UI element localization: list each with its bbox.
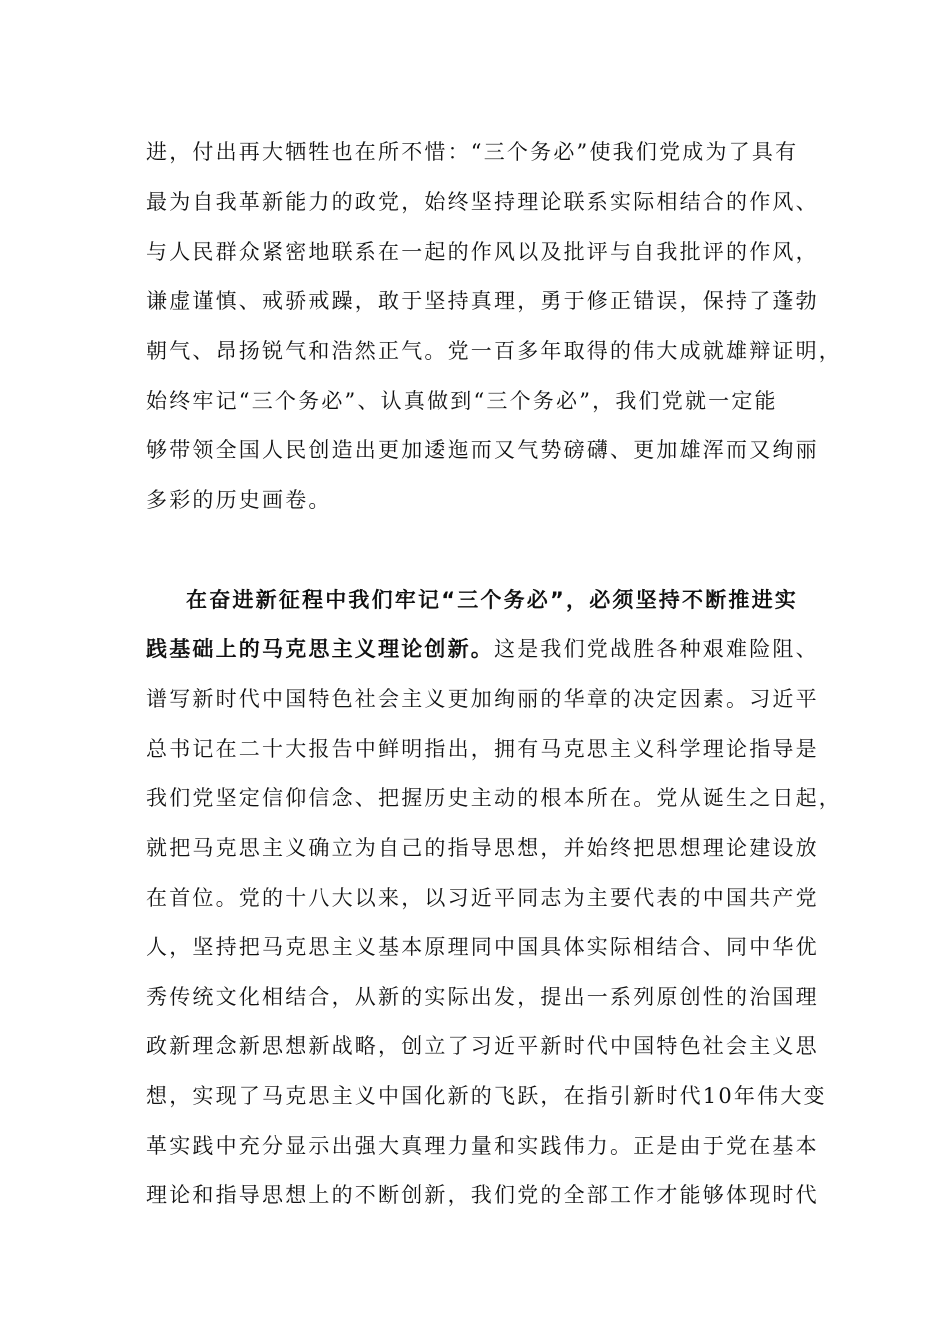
paragraph-line: 在首位。党的十八大以来，以习近平同志为主要代表的中国共产党 [146,886,819,910]
paragraph-text: 这是我们党战胜各种艰难险阻、 [494,637,819,661]
paragraph-line: 我们党坚定信仰信念、把握历史主动的根本所在。党从诞生之日起， [146,786,842,810]
paragraph-line: 谦虚谨慎、戒骄戒躁，敢于坚持真理，勇于修正错误，保持了蓬勃 [146,289,819,313]
paragraph-line: 多彩的历史画卷。 [146,488,332,512]
paragraph-line: 进，付出再大牺牲也在所不惜：“三个务必”使我们党成为了具有 [146,140,799,164]
paragraph-line: 与人民群众紧密地联系在一起的作风以及批评与自我批评的作风， [146,240,819,264]
paragraph-line: 谱写新时代中国特色社会主义更加绚丽的华章的决定因素。习近平 [146,687,819,711]
paragraph-line: 始终牢记“三个务必”、认真做到“三个务必”，我们党就一定能 [146,389,778,413]
bold-lead-text: 践基础上的马克思主义理论创新。 [146,637,494,661]
paragraph-line: 总书记在二十大报告中鲜明指出，拥有马克思主义科学理论指导是 [146,737,819,761]
paragraph-line: 够带领全国人民创造出更加逶迤而又气势磅礴、更加雄浑而又绚丽 [146,438,819,462]
paragraph-line: 人，坚持把马克思主义基本原理同中国具体实际相结合、同中华优 [146,935,819,959]
paragraph-line: 就把马克思主义确立为自己的指导思想，并始终把思想理论建设放 [146,836,819,860]
paragraph-line: 革实践中充分显示出强大真理力量和实践伟力。正是由于党在基本 [146,1134,819,1158]
paragraph-line: 想，实现了马克思主义中国化新的飞跃，在指引新时代10年伟大变 [146,1084,827,1108]
paragraph-line: 政新理念新思想新战略，创立了习近平新时代中国特色社会主义思 [146,1034,819,1058]
bold-lead-text: 在奋进新征程中我们牢记“三个务必”，必须坚持不断推进实 [186,588,799,612]
paragraph-line: 最为自我革新能力的政党，始终坚持理论联系实际相结合的作风、 [146,190,819,214]
paragraph-heading-line [186,585,798,615]
paragraph-line: 理论和指导思想上的不断创新，我们党的全部工作才能够体现时代 [146,1183,819,1207]
paragraph-line: 秀传统文化相结合，从新的实际出发，提出一系列原创性的治国理 [146,985,819,1009]
paragraph-line: 朝气、昂扬锐气和浩然正气。党一百多年取得的伟大成就雄辩证明， [146,339,842,363]
paragraph-heading-line [146,634,819,664]
